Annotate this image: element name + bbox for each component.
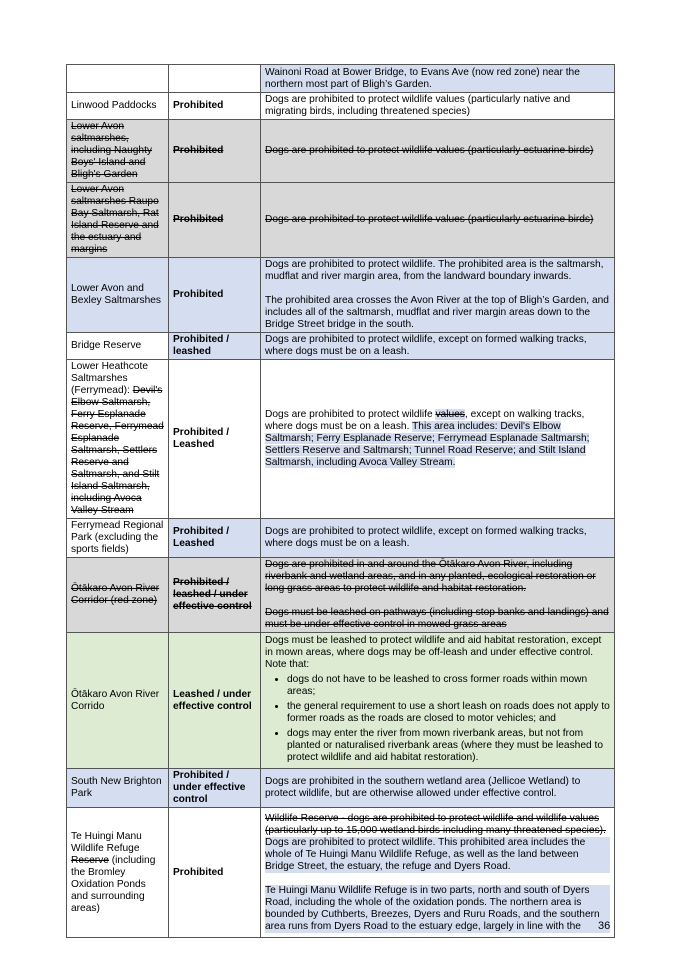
description-cell (261, 808, 615, 938)
area-cell: Ōtākaro Avon River Corrido (67, 633, 169, 769)
description-paragraph: The prohibited area crosses the Avon River at the top of Bligh’s Garden, and includes all of the saltmarsh, mudflat and river margin areas down to the Bridge Street bridge in the south. (265, 295, 609, 330)
description-cell: Wainoni Road at Bower Bridge, to Evans Ave (now red zone) near the northern most part of Bligh’s Garden. (261, 65, 615, 93)
description-text: Dogs are prohibited to protect wildlife (265, 409, 436, 420)
table-row (67, 808, 615, 938)
status-cell: Leashed / under effective control (169, 633, 261, 769)
status-cell: Prohibited (169, 93, 261, 120)
status-cell: Prohibited (169, 258, 261, 333)
description-cell (261, 558, 615, 633)
area-cell (67, 808, 169, 938)
area-cell: Bridge Reserve (67, 333, 169, 360)
status-cell: Prohibited (169, 120, 261, 183)
table-row (67, 120, 615, 183)
status-cell: Prohibited (169, 183, 261, 258)
status-cell: Prohibited / leashed (169, 333, 261, 360)
area-cell: Lower Avon saltmarshes, including Naughty Boys' Island and Bligh's Garden (67, 120, 169, 183)
area-cell: Lower Avon and Bexley Saltmarshes (67, 258, 169, 333)
description-text-inserted: This area includes: Devil's Elbow Saltmarsh; Ferry Esplanade Reserve; Ferrymead Esplanade Saltmarsh; Settlers Reserve and Saltmarsh; Tunnel Road Reserve; and Stilt Island Saltmarsh, including Avoca Valley Stream. (265, 421, 590, 468)
area-cell: Linwood Paddocks (67, 93, 169, 120)
status-cell (169, 65, 261, 93)
table-row (67, 558, 615, 633)
table-row (67, 333, 615, 360)
table-row (67, 519, 615, 558)
description-paragraph-deleted: Wildlife Reserve - dogs are prohibited to protect wildlife and wildlife values (particularly up to 15,000 wetland birds including many threatened species). (265, 812, 606, 836)
status-cell: Prohibited / under effective control (169, 769, 261, 808)
area-text: Te Huingi Manu Wildlife Refuge (71, 830, 142, 854)
description-cell (261, 360, 615, 519)
description-text-deleted: values (435, 409, 465, 420)
description-paragraph: Dogs are prohibited to protect wildlife. This prohibited area includes the whole of Te Huingi Manu Wildlife Refuge, as well as the land between Bridge Street, the estuary, the refuge and Dyers Road. (265, 837, 610, 873)
area-cell: Lower Avon saltmarshes Raupo Bay Saltmarsh, Rat Island Reserve and the estuary and margins (67, 183, 169, 258)
description-cell: Dogs are prohibited to protect wildlife, except on formed walking tracks, where dogs must be on a leash. (261, 519, 615, 558)
list-item: • the general requirement to use a short leash on roads does not apply to former roads as the roads are closed to motor vehicles; and (287, 701, 610, 725)
area-text: (including the Bromley Oxidation Ponds and surrounding areas) (71, 854, 156, 914)
dog-control-table (66, 64, 615, 938)
description-cell: Dogs are prohibited to protect wildlife, except on formed walking tracks, where dogs must be on a leash. (261, 333, 615, 360)
area-text: Lower Heathcote Saltmarshes (Ferrymead): (71, 361, 149, 396)
description-cell: Dogs are prohibited to protect wildlife values (particularly native and migrating birds, including threatened species) (261, 93, 615, 120)
list-item: • dogs do not have to be leashed to cross former roads within mown areas; (287, 674, 610, 698)
area-text-deleted: Reserve (71, 854, 109, 866)
status-cell: Prohibited / Leashed (169, 360, 261, 519)
table-row (67, 93, 615, 120)
description-paragraph: Te Huingi Manu Wildlife Refuge is in two parts, north and south of Dyers Road, including the whole of the oxidation ponds. The northern area is bounded by Cuthberts, Breezes, Dyers and Ruru Roads, and the southern area runs from Dyers Road to the estuary edge, largely in line with the (265, 885, 610, 933)
description-cell: Dogs are prohibited to protect wildlife values (particularly estuarine birds) (261, 120, 615, 183)
status-cell: Prohibited / leashed / under effective control (169, 558, 261, 633)
list-item: • dogs may enter the river from mown riverbank areas, but not from planted or naturalised riverbank areas (where they must be leashed to protect wildlife and aid habitat restoration). (287, 728, 610, 764)
status-cell: Prohibited / Leashed (169, 519, 261, 558)
area-cell: Ōtākaro Avon River Corridor (red zone) (67, 558, 169, 633)
table-row (67, 633, 615, 769)
description-paragraph: Dogs must be leashed to protect wildlife and aid habitat restoration, except in mown areas, where dogs may be off-leash and under effective control. Note that: (265, 634, 602, 670)
description-cell: Dogs are prohibited in the southern wetland area (Jellicoe Wetland) to protect wildlife, but are otherwise allowed under effective control. (261, 769, 615, 808)
description-cell: Dogs are prohibited to protect wildlife values (particularly estuarine birds) (261, 183, 615, 258)
area-cell: South New Brighton Park (67, 769, 169, 808)
notes-list (265, 674, 610, 764)
description-paragraph: Dogs must be leashed on pathways (including stop banks and landings) and must be under effective control in mowed grass areas (265, 607, 609, 630)
area-cell: Ferrymead Regional Park (excluding the sports fields) (67, 519, 169, 558)
table-row (67, 769, 615, 808)
table-row (67, 183, 615, 258)
table-row (67, 65, 615, 93)
description-cell (261, 633, 615, 769)
area-cell (67, 360, 169, 519)
area-text-deleted: Devil's Elbow Saltmarsh, Ferry Esplanade Reserve, Ferrymead Esplanade Saltmarsh, Settlers Reserve and Saltmarsh, and Stilt Island Saltmarsh, including Avoca Valley Stream (71, 385, 164, 516)
page-number: 36 (598, 920, 611, 932)
table-row (67, 258, 615, 333)
status-cell: Prohibited (169, 808, 261, 938)
description-cell (261, 258, 615, 333)
area-cell (67, 65, 169, 93)
table-row (67, 360, 615, 519)
description-paragraph: Dogs are prohibited to protect wildlife. The prohibited area is the saltmarsh, mudflat and river margin area, from the landward boundary inwards. (265, 259, 604, 282)
description-text: , except on walking tracks, where dogs must be on a leash. (265, 409, 585, 432)
description-paragraph: Dogs are prohibited in and around the Ōtākaro Avon River, including riverbank and wetland areas, and in any planted, ecological restoration or long grass areas to protect wildlife and habitat restoration. (265, 559, 596, 594)
